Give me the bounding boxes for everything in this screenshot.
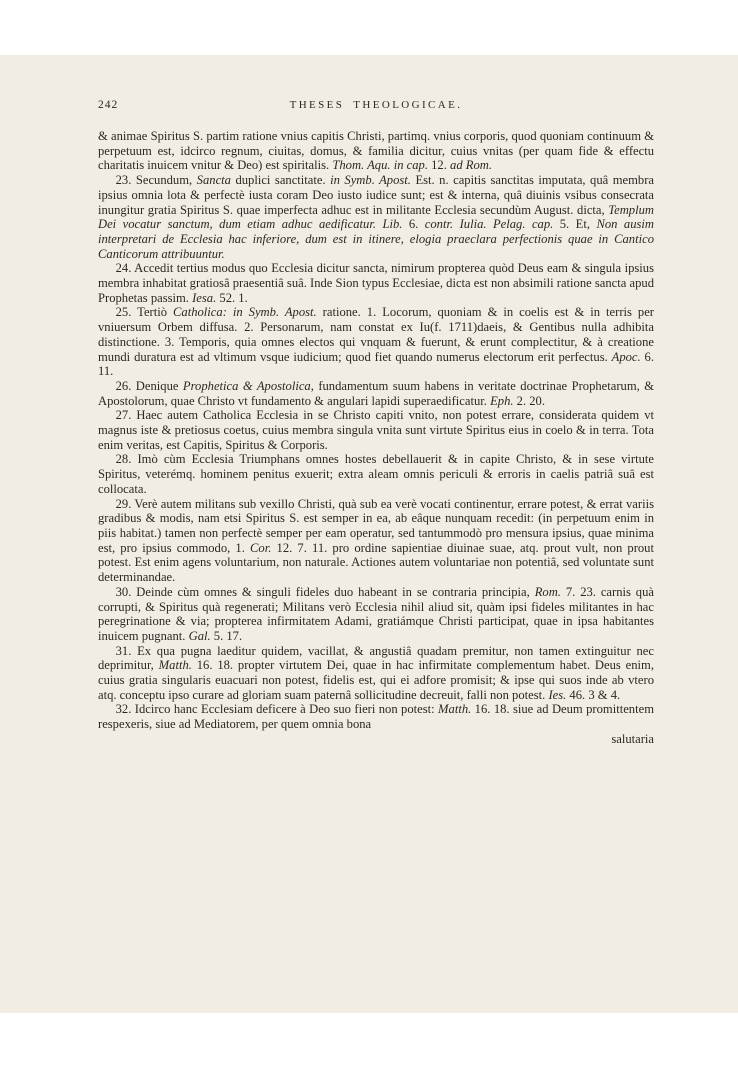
paragraph — [98, 585, 654, 644]
italic-citation: Matth. — [438, 702, 472, 717]
paragraph — [98, 305, 654, 379]
paragraph — [98, 261, 654, 305]
italic-citation: ad Rom. — [450, 158, 492, 173]
paragraph — [98, 702, 654, 731]
italic-citation: Ies. — [548, 687, 567, 702]
italic-citation: contr. Iulia. Pelag. cap. — [424, 217, 554, 232]
paragraph — [98, 129, 654, 173]
page-number: 242 — [98, 99, 119, 111]
text-run: 23. Secundum, — [115, 173, 197, 188]
running-title: THESES THEOLOGICAE. — [289, 99, 463, 111]
text-run: 6. 11. — [98, 349, 655, 379]
page-header — [98, 99, 654, 115]
text-run: 5. 17. — [210, 628, 243, 643]
text-run: 26. Denique — [115, 378, 183, 393]
text-run: 5. Et, — [553, 217, 597, 232]
text-run: 52. 1. — [216, 290, 248, 305]
italic-citation: Rom. — [534, 584, 561, 599]
text-run: ratione. 1. Locorum, quoniam & in coelis est & in terris per vniuersum Orbem diffusa. 2. Personarum, nam constat ex Iu(f. 1711)daeis, & Gentibus nulla adhibita distinctione. 3. Temporis, quia omnes electos qui vnquam & fuerunt, & erunt complectitur, & à creatione mundi duratura est ad vltimum vsque iudicium; quod fiet quando numerus electorum erit perfectus. — [98, 305, 654, 364]
text-run: 7. 23. carnis quà corrupti, & Spiritus quà regenerati; Militans verò Ecclesia nihil aliud sit, quàm ipsi fideles militantes in hac peregrinatione & via; propterea infirmitatem Adami, gratiámque Christi participat, quae in ipsa habitantes inuicem pugnant. — [98, 584, 654, 643]
italic-citation: in Symb. Apost. — [330, 173, 411, 188]
italic-citation: Eph. — [490, 393, 514, 408]
italic-citation: Catholica: in Symb. Apost. — [173, 305, 317, 320]
italic-citation: Thom. Aqu. in cap. — [332, 158, 428, 173]
italic-citation: Apoc. — [611, 349, 641, 364]
paragraph — [98, 379, 654, 408]
italic-citation: Non ausim interpretari de Ecclesia hac inferiore, dum est in itinere, elogia praeclara perfectionis quae in Cantico Canticorum attribuuntur. — [98, 217, 655, 261]
text-run: 16. 18. siue ad Deum promittentem respexeris, siue ad Mediatorem, per quem omnia bona — [98, 702, 654, 732]
text-run: 31. Ex qua pugna laeditur quidem, vacillat, & angustiâ quadam premitur, non tamen extinguitur nec deprimitur, — [98, 643, 654, 673]
paragraph — [98, 497, 654, 585]
paragraph — [98, 173, 654, 261]
text-run: Est. n. capitis sanctitas imputata, quâ membra ipsius omnia lota & perfectè iusta coram Deo iusto iudice sunt; est & interna, quâ diuinis vsibus consecrata inungitur gratia Spiritus S. quae imperfecta adhuc est in militante Ecclesia secundùm August. dicta, — [98, 173, 654, 217]
italic-citation: Prophetica & Apostolica — [182, 378, 311, 393]
text-run: 24. Accedit tertius modus quo Ecclesia dicitur sancta, nimirum propterea quòd Deus eam & singula ipsius membra inhabitat gratiosâ praesentiâ suâ. Inde Sion typus Ecclesiae, dicta est non absimili ratione sancta apud Prophetas passim. — [98, 261, 654, 305]
text-run: 29. Verè autem militans sub vexillo Christi, quà sub ea verè vocati continentur, errare potest, & errat variis gradibus & modis, nam etsi Spiritus S. est semper in ea, ab eâque nunquam recedit: (in perpetuum enim in piis habitat.) tamen non perfectè semper per eam operatur, sed tantummodò pro mensura ipsius, quae minima est, pro ipsius commodo, 1. — [98, 496, 654, 555]
text-run: 16. 18. propter virtutem Dei, quae in hac infirmitate complementum habet. Deus enim, cuius gratia singularis euacuari non potest, fidelis est, qui ei adfore promisit; & ipse qui suos inde ab vtero atq. conceptu ipso curare ad gloriam suam paternâ sollicitudine decreuit, falli non potest. — [98, 658, 654, 702]
italic-citation: Sancta — [196, 173, 231, 188]
text-run: 25. Tertiò — [115, 305, 174, 320]
text-run: duplici sanctitate. — [230, 173, 331, 188]
text-run: 27. Haec autem Catholica Ecclesia in se Christo capiti vnito, non potest errare, considerata quidem vt magnus iste & pretiosus coetus, cuius membra singula vnita sunt virtute Spiritus eius in coelo & in terra. Tota enim veritas, est Capitis, Spiritus & Corporis. — [98, 408, 654, 452]
paragraph — [98, 644, 654, 703]
text-run: 12. 7. 11. pro ordine sapientiae diuinae suae, atq. prout vult, non prout potest. Est enim agens voluntarium, non naturale. Actiones autem voluntariae non potentiâ, sed voluntate sunt determinandae. — [98, 540, 654, 585]
text-run: 2. 20. — [513, 393, 545, 408]
italic-citation: Iesa. — [192, 290, 217, 305]
italic-citation: Cor. — [250, 540, 272, 555]
italic-citation: Templum Dei vocatur sanctum, dum etiam adhuc aedificatur. Lib. — [98, 202, 654, 232]
paragraph — [98, 408, 654, 452]
text-run: , fundamentum suum habens in veritate doctrinae Prophetarum, & Apostolorum, quae Christo vt fundamento & angulari lapidi superaedificatur. — [98, 378, 655, 408]
book-page — [0, 55, 738, 1013]
text-run: 30. Deinde cùm omnes & singuli fideles duo habeant in se contraria principia, — [115, 584, 535, 599]
text-run: & animae Spiritus S. partim ratione vnius capitis Christi, partimq. vnius corporis, quod quoniam continuum & perpetuum est, idcirco regnum, ciuitas, domus, & familia dicitur, cuius vnitas (per quam fide & effectu charitatis inuicem vnitur & Deo) est spiritalis. — [98, 129, 654, 173]
text-run: 12. — [427, 158, 451, 173]
body-text — [98, 129, 654, 747]
italic-citation: Matth. — [158, 658, 192, 673]
paragraph — [98, 452, 654, 496]
italic-citation: Gal. — [188, 628, 211, 643]
text-run: 32. Idcirco hanc Ecclesiam deficere à Deo suo fieri non potest: — [115, 702, 439, 717]
text-run: 6. — [402, 217, 425, 232]
catchword: salutaria — [611, 731, 654, 746]
text-run: 28. Imò cùm Ecclesia Triumphans omnes hostes debellauerit & in capite Christo, & in sese virtute Spiritus, veterémq. hominem penitus exuerit; extra aleam omnis periculi & erroris in caelis patriâ suâ est collocata. — [98, 452, 654, 496]
text-run: 46. 3 & 4. — [566, 687, 621, 702]
